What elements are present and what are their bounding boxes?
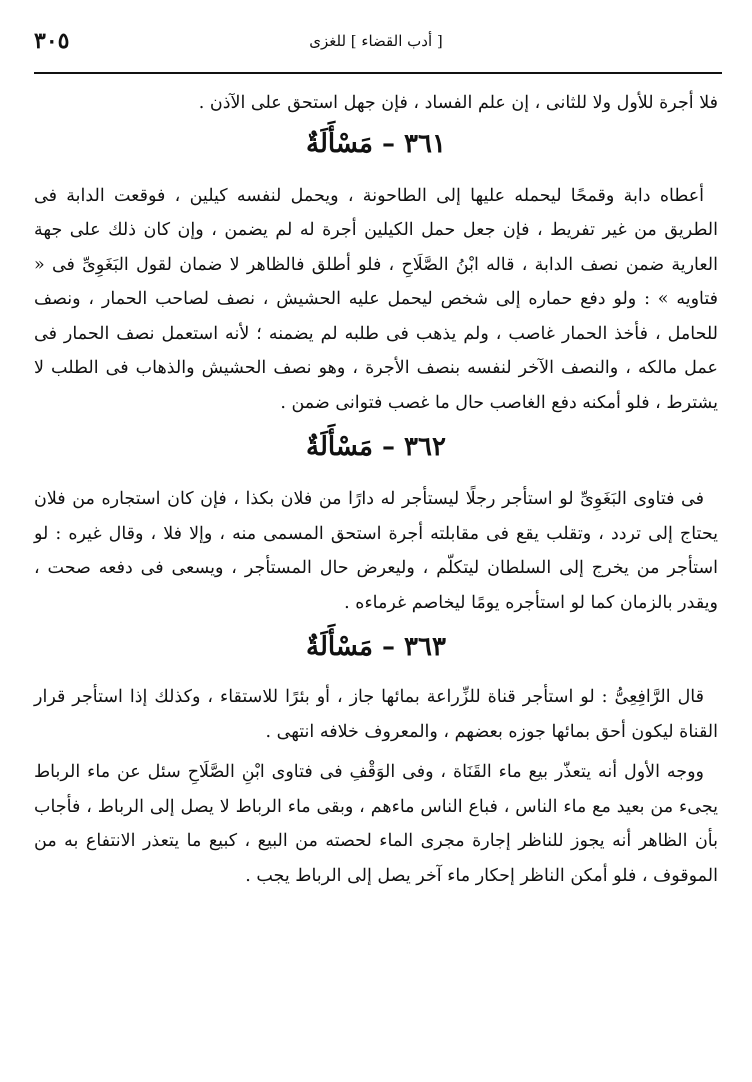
section-heading-363: ٣٦٣ – مَسْأَلَةٌ	[306, 632, 446, 662]
page-header	[34, 28, 718, 62]
section-heading-361: ٣٦١ – مَسْأَلَةٌ	[306, 128, 446, 159]
header-rule	[34, 72, 722, 74]
page-number: ٣٠٥	[34, 28, 70, 54]
paragraph-363-b: ووجه الأول أنه يتعذّر بيع ماء القَنَاة ، وفى الوَقْفِ فى فتاوى ابْنِ الصَّلَاحِ سئل عن ماء الرباط يجىء من بعيد مع ماء الناس ، فباع الناس ماءهم ، وبقى ماء الرباط لا يصل إلى الرباط ، فأجاب بأن الظاهر أنه يجوز للناظر إجارة مجرى الماء لحصته من البيع ، كبيع ما يتعذر الانتفاع به من الموقوف ، فلو أمكن الناظر إحكار ماء آخر يصل إلى الرباط يجب .	[34, 762, 718, 886]
paragraph-intro: فلا أجرة للأول ولا للثانى ، إن علم الفساد ، فإن جهل استحق على الآذن .	[198, 93, 718, 113]
section-heading-362: ٣٦٢ – مَسْأَلَةٌ	[306, 432, 446, 462]
running-title: [ أدب القضاء ] للغزى	[309, 32, 443, 50]
paragraph-361: أعطاه دابة وقمحًا ليحمله عليها إلى الطاحونة ، ويحمل لنفسه كيلين ، فوقعت الدابة فى الطريق من غير تفريط ، فإن جعل حمل الكيلين أجرة له لم يضمن ، وإن كان ذلك على جهة العارية ضمن نصف الدابة ، قاله ابْنُ الصَّلَاحِ ، فلو أطلق فالظاهر لا ضمان لقول البَغَوِىِّ فى « فتاويه » : ولو دفع حماره إلى شخص ليحمل عليه الحشيش ، نصف لصاحب الحمار ، ونصف للحامل ، فأخذ الحمار غاصب ، ولم يذهب فى طلبه لم يضمنه ؛ لأنه استعمل نصف الحمار فى عمل مالكه ، والنصف الآخر لنفسه بنصف الأجرة ، وهو نصف الحشيش والذهاب فى الطلب لا يشترط ، فلو أمكنه دفع الغاصب حال ما غصب فتوانى ضمن .	[34, 185, 718, 413]
paragraph-363-a: قال الرَّافِعِىُّ : لو استأجر قناة للزِّراعة بمائها جاز ، أو بئرًا للاستقاء ، وكذلك إذا استأجر قرار القناة ليكون أحق بمائها جوزه بعضهم ، والمعروف خلافه انتهى .	[34, 687, 718, 742]
page-body	[34, 86, 718, 893]
paragraph-362: فى فتاوى البَغَوِىِّ لو استأجر رجلًا ليستأجر له دارًا من فلان بكذا ، فإن كان استجاره من فلان يحتاج إلى تردد ، وتقلب يقع فى مقابلته أجرة استحق المسمى منه ، وإلا فلا ، وقال غيره : لو استأجر من يخرج إلى السلطان ليتكلّم ، وليعرض حال المستأجر ، ويسعى فى دفعه صحت ، ويقدر بالزمان كما لو استأجره يومًا ليخاصم غرماءه .	[34, 489, 718, 613]
